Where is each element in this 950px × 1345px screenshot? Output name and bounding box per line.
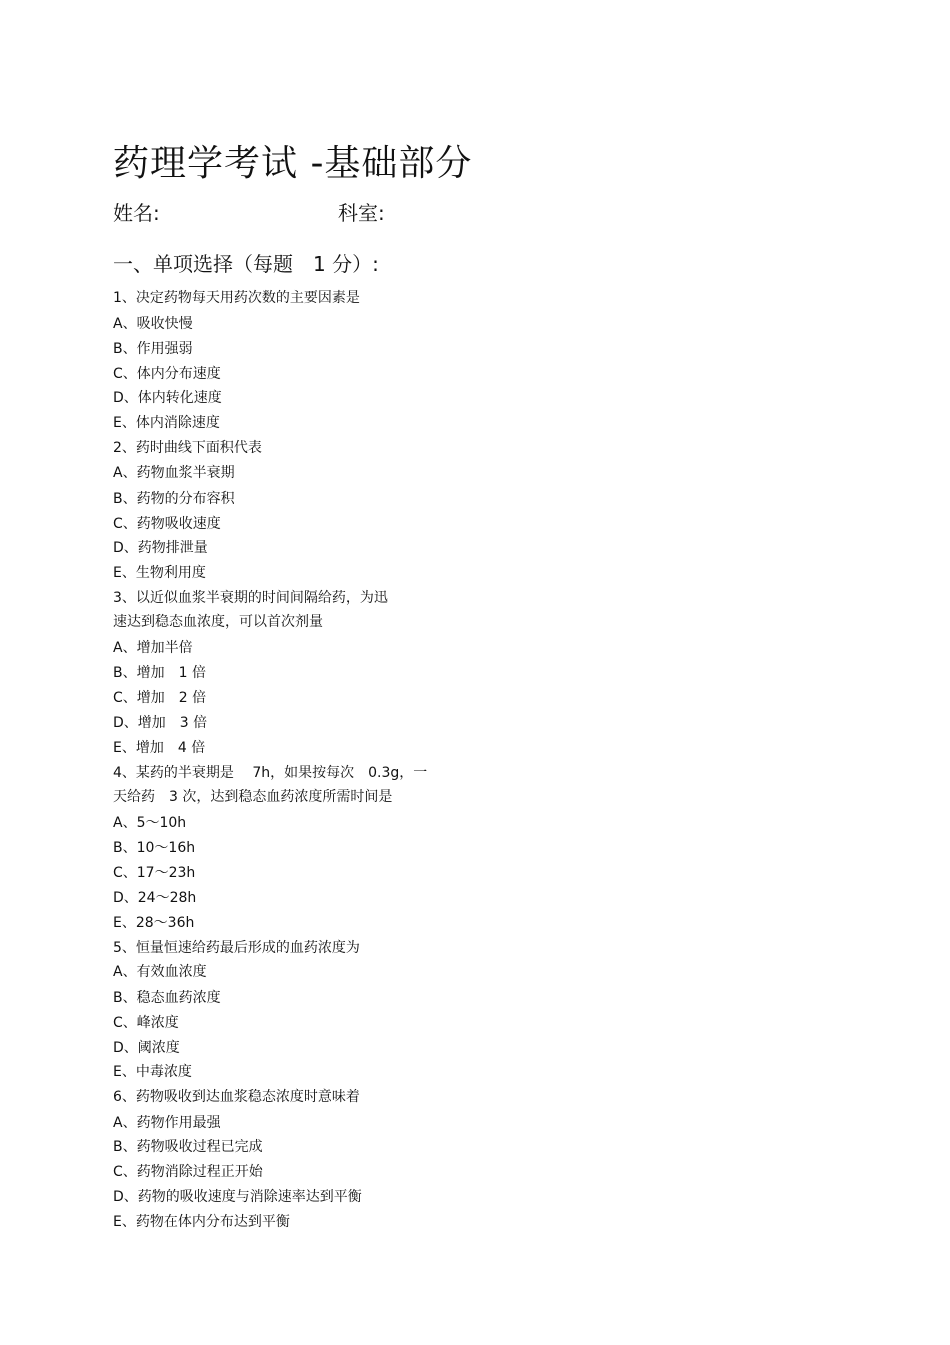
answer-option: D、药物排泄量	[113, 540, 208, 556]
answer-option: A、药物血浆半衰期	[113, 465, 235, 481]
answer-option: C、药物吸收速度	[113, 516, 221, 532]
answer-option: E、药物在体内分布达到平衡	[113, 1214, 290, 1230]
answer-option: D、24～28h	[113, 890, 197, 906]
answer-option: D、体内转化速度	[113, 390, 222, 406]
question-text: 1、决定药物每天用药次数的主要因素是	[113, 290, 360, 306]
answer-option: C、体内分布速度	[113, 366, 221, 382]
question-text: 2、药时曲线下面积代表	[113, 440, 262, 456]
page-title: 药理学考试 -基础部分	[113, 143, 473, 184]
name-label: 姓名:	[113, 201, 160, 225]
answer-option: A、有效血浓度	[113, 964, 207, 980]
answer-option: A、药物作用最强	[113, 1115, 221, 1131]
question-text: 4、某药的半衰期是 7h，如果按每次 0.3g，一	[113, 765, 428, 781]
answer-option: D、药物的吸收速度与消除速率达到平衡	[113, 1189, 362, 1205]
section-heading: 一、单项选择（每题 1 分）:	[113, 252, 379, 276]
answer-option: B、稳态血药浓度	[113, 990, 221, 1006]
answer-option: C、增加 2 倍	[113, 690, 207, 706]
question-text: 3、以近似血浆半衰期的时间间隔给药，为迅	[113, 590, 388, 606]
answer-option: D、阈浓度	[113, 1040, 180, 1056]
answer-option: B、药物的分布容积	[113, 491, 235, 507]
answer-option: C、17～23h	[113, 865, 196, 881]
answer-option: B、作用强弱	[113, 341, 193, 357]
answer-option: E、28～36h	[113, 915, 195, 931]
answer-option: A、增加半倍	[113, 640, 193, 656]
question-text: 6、药物吸收到达血浆稳态浓度时意味着	[113, 1089, 360, 1105]
answer-option: C、药物消除过程正开始	[113, 1164, 263, 1180]
answer-option: B、增加 1 倍	[113, 665, 206, 681]
question-text: 速达到稳态血浓度，可以首次剂量	[113, 614, 323, 630]
answer-option: E、体内消除速度	[113, 415, 220, 431]
answer-option: B、药物吸收过程已完成	[113, 1139, 263, 1155]
answer-option: E、生物利用度	[113, 565, 206, 581]
question-text: 5、恒量恒速给药最后形成的血药浓度为	[113, 940, 360, 956]
answer-option: D、增加 3 倍	[113, 715, 208, 731]
answer-option: E、中毒浓度	[113, 1064, 192, 1080]
answer-option: B、10～16h	[113, 840, 196, 856]
answer-option: A、5～10h	[113, 815, 187, 831]
question-text: 天给药 3 次，达到稳态血药浓度所需时间是	[113, 789, 393, 805]
department-label: 科室:	[338, 201, 385, 225]
answer-option: E、增加 4 倍	[113, 740, 206, 756]
answer-option: A、吸收快慢	[113, 316, 193, 332]
answer-option: C、峰浓度	[113, 1015, 179, 1031]
